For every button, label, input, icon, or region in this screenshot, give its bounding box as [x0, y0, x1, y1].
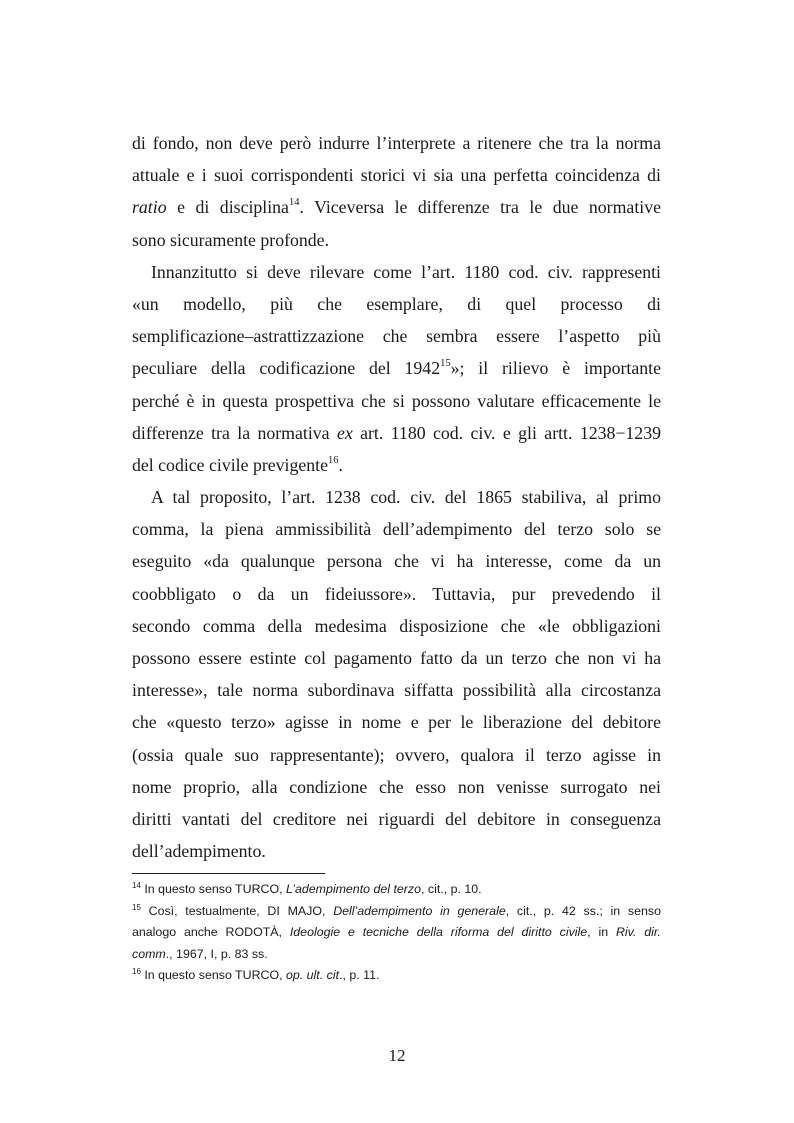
body-line: interesse», tale norma subordinava siffatta possibilità alla circostanza	[132, 680, 661, 701]
body-line: sono sicuramente profonde.	[132, 229, 330, 250]
body-line: «un modello, più che esemplare, di quel processo di	[132, 293, 661, 314]
body-line: dell’adempimento.	[132, 841, 266, 862]
footnotes	[132, 879, 661, 987]
body-line: secondo comma della medesima disposizione che «le obbligazioni	[132, 615, 661, 636]
body-text	[132, 127, 661, 867]
footnote-ref-14: 14	[288, 197, 300, 209]
footnote-separator	[132, 873, 325, 874]
footnote-15-cont: analogo anche RODOTÀ, Ideologie e tecniche della riforma del diritto civile, in Riv. dir.	[132, 925, 661, 939]
body-line: attuale e i suoi corrispondenti storici vi sia una perfetta coincidenza di	[132, 165, 661, 186]
body-line: diritti vantati del creditore nei riguardi del debitore in conseguenza	[132, 808, 661, 829]
body-line: che «questo terzo» agisse in nome e per le liberazione del debitore	[132, 712, 661, 733]
body-line: comma, la piena ammissibilità dell’adempimento del terzo solo se	[132, 519, 661, 540]
body-line: del codice civile previgente$^{16}$.	[132, 454, 343, 475]
body-line: eseguito «da qualunque persona che vi ha interesse, come da un	[132, 551, 661, 572]
body-line: possono essere estinte col pagamento fatto da un terzo che non vi ha	[132, 648, 661, 668]
body-line: perché è in questa prospettiva che si possono valutare efficacemente le	[132, 390, 661, 411]
body-line: differenze tra la normativa ex art. 1180 cod. civ. e gli artt. 1238−1239	[132, 422, 661, 443]
body-line: di fondo, non deve però indurre l’interprete a ritenere che tra la norma	[132, 133, 661, 153]
body-line: semplificazione–astrattizzazione che sembra essere l’aspetto più	[132, 326, 661, 347]
paragraph-start: Innanzitutto si deve rilevare come l’art. 1180 cod. civ. rappresenti	[151, 261, 661, 282]
footnote-15: $^{15}$ Così, testualmente, DI MAJO, Dell’adempimento in generale, cit., p. 42 ss.; in senso	[132, 902, 661, 918]
footnote-ref-16: 16	[328, 454, 339, 466]
body-line: (ossia quale suo rappresentante); ovvero, qualora il terzo agisse in	[132, 744, 661, 765]
paragraph-start: A tal proposito, l’art. 1238 cod. civ. del 1865 stabiliva, al primo	[151, 487, 661, 508]
footnote-ref-15: 15	[440, 358, 451, 370]
footnote-14: $^{14}$ In questo senso TURCO, L’adempimento del terzo, cit., p. 10.	[132, 881, 482, 896]
body-line: nome proprio, alla condizione che esso non venisse surrogato nei	[132, 776, 661, 797]
footnote-16: $^{16}$ In questo senso TURCO, op. ult. cit., p. 11.	[132, 967, 380, 982]
body-line: ratio e di disciplina$^{14}$. Viceversa le differenze tra le due normative	[132, 197, 661, 218]
body-line: coobbligato o da un fideiussore». Tuttavia, pur prevedendo il	[132, 583, 661, 604]
page-number: 12	[388, 1046, 406, 1065]
body-line: peculiare della codificazione del 1942$^{15}$»; il rilievo è importante	[132, 358, 661, 379]
footnote-15-cont: comm., 1967, I, p. 83 ss.	[132, 946, 268, 961]
